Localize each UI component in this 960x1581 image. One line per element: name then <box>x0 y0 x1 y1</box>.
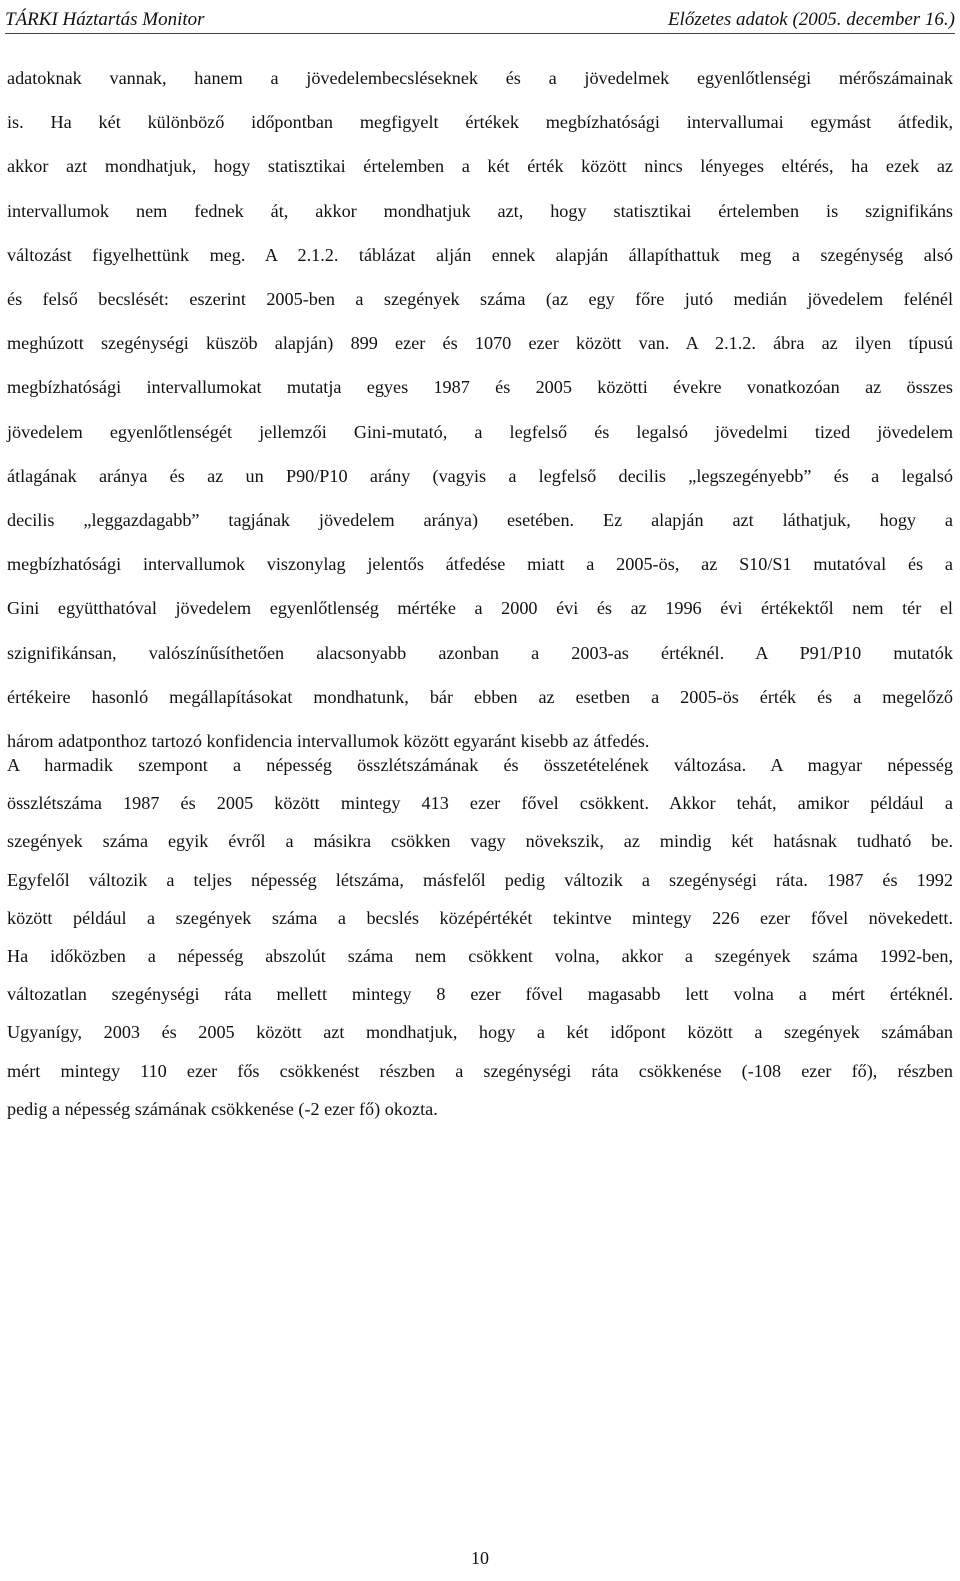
text-line: intervallumok nem fednek át, akkor mondhatjuk azt, hogy statisztikai értelemben is szignifikáns <box>7 200 953 221</box>
text-line: értékeire hasonló megállapításokat mondhatunk, bár ebben az esetben a 2005-ös érték és a megelőző <box>7 686 953 707</box>
paragraph-2 <box>7 746 953 1128</box>
text-line: mért mintegy 110 ezer fős csökkenést részben a szegénységi ráta csökkenése (-108 ezer fő), részben <box>7 1060 953 1081</box>
text-line: változatlan szegénységi ráta mellett mintegy 8 ezer fővel magasabb lett volna a mért értéknél. <box>7 984 953 1005</box>
text-line: összlétszáma 1987 és 2005 között mintegy 413 ezer fővel csökkent. Akkor tehát, amikor például a <box>7 793 953 814</box>
text-line: átlagának aránya és az un P90/P10 arány (vagyis a legfelső decilis „legszegényebb” és a legalsó <box>7 465 953 486</box>
text-line: között például a szegények száma a becslés középértékét tekintve mintegy 226 ezer fővel növekedett. <box>7 907 953 928</box>
text-line: jövedelem egyenlőtlenségét jellemzői Gini-mutató, a legfelső és legalsó jövedelmi tized jövedelem <box>7 421 953 442</box>
page-header <box>5 4 955 34</box>
text-line: szignifikánsan, valószínűsíthetően alacsonyabb azonban a 2003-as értéknél. A P91/P10 mutatók <box>7 642 953 663</box>
text-line: három adatponthoz tartozó konfidencia intervallumok között egyaránt kisebb az átfedés. <box>7 731 650 752</box>
header-title-right: Előzetes adatok (2005. december 16.) <box>667 9 955 30</box>
text-line: változást figyelhettünk meg. A 2.1.2. táblázat alján ennek alapján állapíthattuk meg a szegénység alsó <box>7 244 953 265</box>
text-line: megbízhatósági intervallumokat mutatja egyes 1987 és 2005 közötti évekre vonatkozóan az összes <box>7 377 953 398</box>
text-line: meghúzott szegénységi küszöb alapján) 899 ezer és 1070 ezer között van. A 2.1.2. ábra az ilyen típusú <box>7 333 953 354</box>
text-line: Ugyanígy, 2003 és 2005 között azt mondhatjuk, hogy a két időpont között a szegények számában <box>7 1022 953 1043</box>
text-line: adatoknak vannak, hanem a jövedelembecsléseknek és a jövedelmek egyenlőtlenségi mérőszámainak <box>7 68 953 88</box>
header-title-left: TÁRKI Háztartás Monitor <box>5 9 205 30</box>
text-line: megbízhatósági intervallumok viszonylag jelentős átfedése miatt a 2005-ös, az S10/S1 mutatóval és a <box>7 554 953 575</box>
text-line: decilis „leggazdagabb” tagjának jövedelem aránya) esetében. Ez alapján azt láthatjuk, hogy a <box>7 510 953 531</box>
text-line: akkor azt mondhatjuk, hogy statisztikai értelemben a két érték között nincs lényeges eltérés, ha ezek az <box>7 156 953 177</box>
text-line: szegények száma egyik évről a másikra csökken vagy növekszik, az mindig két hatásnak tudható be. <box>7 831 953 852</box>
text-line: pedig a népesség számának csökkenése (-2 ezer fő) okozta. <box>7 1098 438 1119</box>
paragraph-1 <box>7 56 953 763</box>
text-line: és felső becslését: eszerint 2005-ben a szegények száma (az egy főre jutó medián jövedelem felénél <box>7 289 953 310</box>
text-line: A harmadik szempont a népesség összlétszámának és összetételének változása. A magyar népesség <box>7 755 953 775</box>
text-line: Ha időközben a népesség abszolút száma nem csökkent volna, akkor a szegények száma 1992-ben, <box>7 946 953 967</box>
text-line: Egyfelől változik a teljes népesség létszáma, másfelől pedig változik a szegénységi ráta. 1987 és 1992 <box>7 869 953 890</box>
text-line: is. Ha két különböző időpontban megfigyelt értékek megbízhatósági intervallumai egymást átfedik, <box>7 112 953 133</box>
page-number: 10 <box>471 1548 489 1568</box>
text-line: Gini együtthatóval jövedelem egyenlőtlenség mértéke a 2000 évi és az 1996 évi értékektől nem tér el <box>7 598 953 619</box>
